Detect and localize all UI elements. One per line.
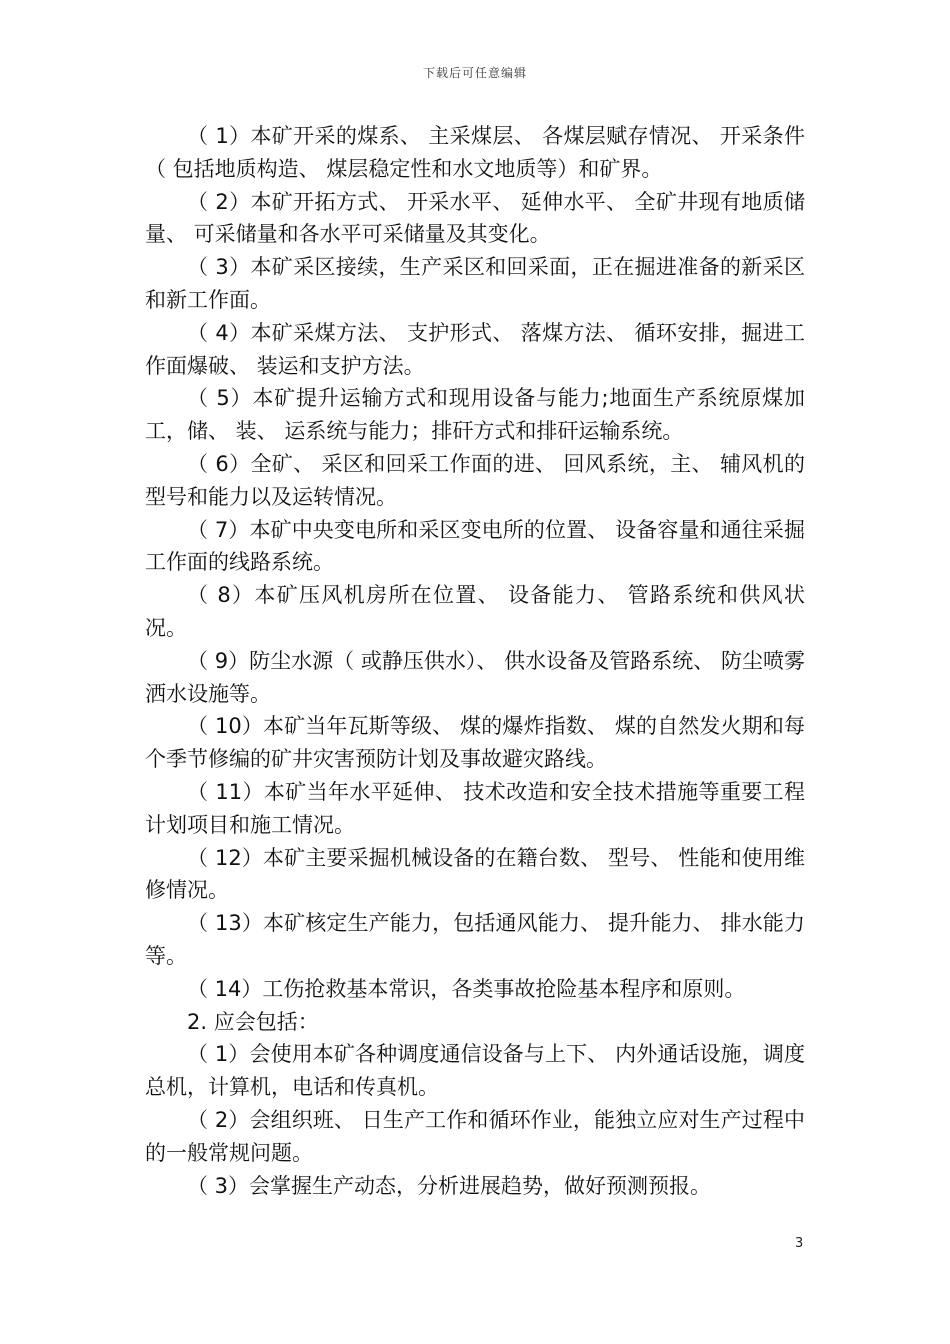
paragraph-7: （ 7）本矿中央变电所和采区变电所的位置、 设备容量和通往采掘工作面的线路系统。	[145, 517, 805, 575]
paragraph-2-1: （ 1）会使用本矿各种调度通信设备与上下、 内外通话设施，调度总机，计算机，电话和传真机。	[145, 1042, 805, 1100]
paragraph-9: （ 9）防尘水源（ 或静压供水）、 供水设备及管路系统、 防尘喷雾洒水设施等。	[145, 648, 805, 706]
page-header-note: 下载后可任意编辑	[422, 66, 527, 80]
page-number: 3	[795, 1236, 804, 1251]
paragraph-4: （ 4）本矿采煤方法、 支护形式、 落煤方法、 循环安排，掘进工作面爆破、 装运和支护方法。	[145, 320, 805, 378]
paragraph-14: （ 14）工伤抢救基本常识，各类事故抢险基本程序和原则。	[187, 976, 746, 1001]
document-body	[145, 120, 805, 1202]
section-heading-2: 2. 应会包括：	[187, 1009, 319, 1034]
paragraph-11: （ 11）本矿当年水平延伸、 技术改造和安全技术措施等重要工程计划项目和施工情况。	[145, 779, 805, 837]
paragraph-6: （ 6）全矿、 采区和回采工作面的进、 回风系统，主、 辅风机的型号和能力以及运转情况。	[145, 451, 805, 509]
paragraph-8: （ 8）本矿压风机房所在位置、 设备能力、 管路系统和供风状况。	[145, 583, 805, 640]
paragraph-3: （ 3）本矿采区接续，生产采区和回采面，正在掘进准备的新采区和新工作面。	[145, 255, 805, 312]
paragraph-10: （ 10）本矿当年瓦斯等级、 煤的爆炸指数、 煤的自然发火期和每个季节修编的矿井灾害预防计划及事故避灾路线。	[145, 714, 805, 772]
paragraph-2-3: （ 3）会掌握生产动态，分析进展趋势，做好预测预报。	[187, 1173, 712, 1198]
paragraph-2-2: （ 2）会组织班、 日生产工作和循环作业，能独立应对生产过程中的一般常规问题。	[145, 1107, 805, 1165]
paragraph-13: （ 13）本矿核定生产能力，包括通风能力、 提升能力、 排水能力等。	[145, 911, 805, 968]
paragraph-1: （ 1）本矿开采的煤系、 主采煤层、 各煤层赋存情况、 开采条件（ 包括地质构造、 煤层稳定性和水文地质等）和矿界。	[145, 124, 805, 181]
paragraph-2: （ 2）本矿开拓方式、 开采水平、 延伸水平、 全矿井现有地质储量、 可采储量和各水平可采储量及其变化。	[145, 189, 805, 247]
paragraph-12: （ 12）本矿主要采掘机械设备的在籍台数、 型号、 性能和使用维修情况。	[145, 845, 805, 903]
paragraph-5: （ 5）本矿提升运输方式和现用设备与能力;地面生产系统原煤加工，储、 装、 运系统与能力；排矸方式和排矸运输系统。	[145, 386, 805, 444]
